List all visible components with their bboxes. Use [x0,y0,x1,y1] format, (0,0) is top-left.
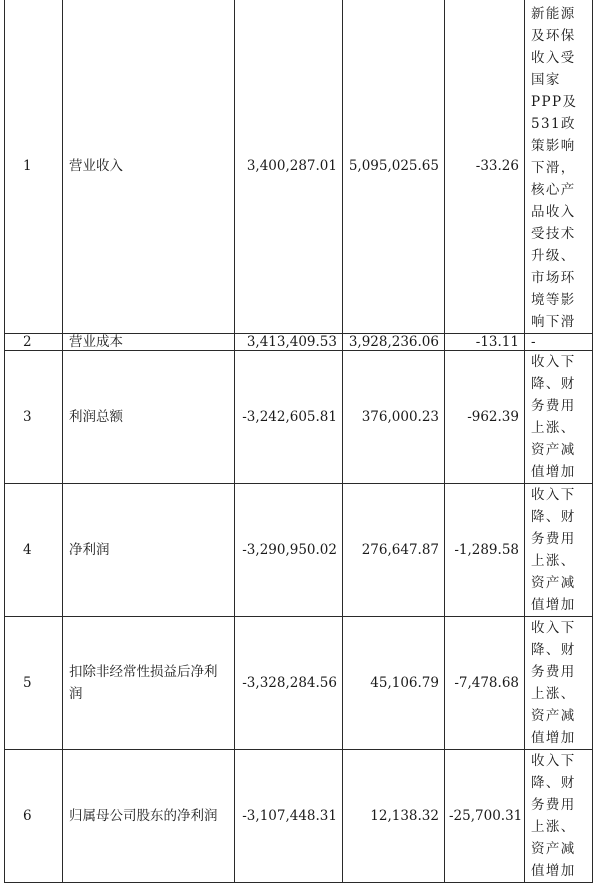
change-reason: 收入下降、财务费用上涨、资产减值增加 [525,351,593,484]
row-number: 3 [5,351,63,484]
change-percent: -7,478.68 [445,617,525,750]
prior-period-value: 45,106.79 [343,617,445,750]
item-name: 归属母公司股东的净利润 [63,750,235,883]
current-period-value: -3,290,950.02 [235,484,343,617]
financial-data-table [4,0,593,883]
current-period-value: 3,400,287.01 [235,0,343,334]
change-reason: 新能源及环保收入受国家PPP及531政策影响下滑，核心产品收入受技术升级、市场环境等影响下滑 [525,0,593,334]
item-name: 营业成本 [63,334,235,351]
table-row [5,617,593,750]
prior-period-value: 376,000.23 [343,351,445,484]
change-percent: -33.26 [445,0,525,334]
table-row [5,484,593,617]
row-number: 6 [5,750,63,883]
row-number: 4 [5,484,63,617]
row-number: 2 [5,334,63,351]
row-number: 1 [5,0,63,334]
item-name: 净利润 [63,484,235,617]
prior-period-value: 5,095,025.65 [343,0,445,334]
change-percent: -25,700.31 [445,750,525,883]
change-percent: -13.11 [445,334,525,351]
item-name: 利润总额 [63,351,235,484]
current-period-value: -3,107,448.31 [235,750,343,883]
change-reason: 收入下降、财务费用上涨、资产减值增加 [525,617,593,750]
change-reason: 收入下降、财务费用上涨、资产减值增加 [525,750,593,883]
table-row [5,334,593,351]
table-row [5,351,593,484]
current-period-value: 3,413,409.53 [235,334,343,351]
table-row [5,0,593,334]
current-period-value: -3,328,284.56 [235,617,343,750]
change-percent: -1,289.58 [445,484,525,617]
prior-period-value: 276,647.87 [343,484,445,617]
item-name: 扣除非经常性损益后净利润 [63,617,235,750]
change-reason: - [525,334,593,351]
row-number: 5 [5,617,63,750]
change-percent: -962.39 [445,351,525,484]
change-reason: 收入下降、财务费用上涨、资产减值增加 [525,484,593,617]
item-name: 营业收入 [63,0,235,334]
prior-period-value: 3,928,236.06 [343,334,445,351]
table-row [5,750,593,883]
current-period-value: -3,242,605.81 [235,351,343,484]
prior-period-value: 12,138.32 [343,750,445,883]
